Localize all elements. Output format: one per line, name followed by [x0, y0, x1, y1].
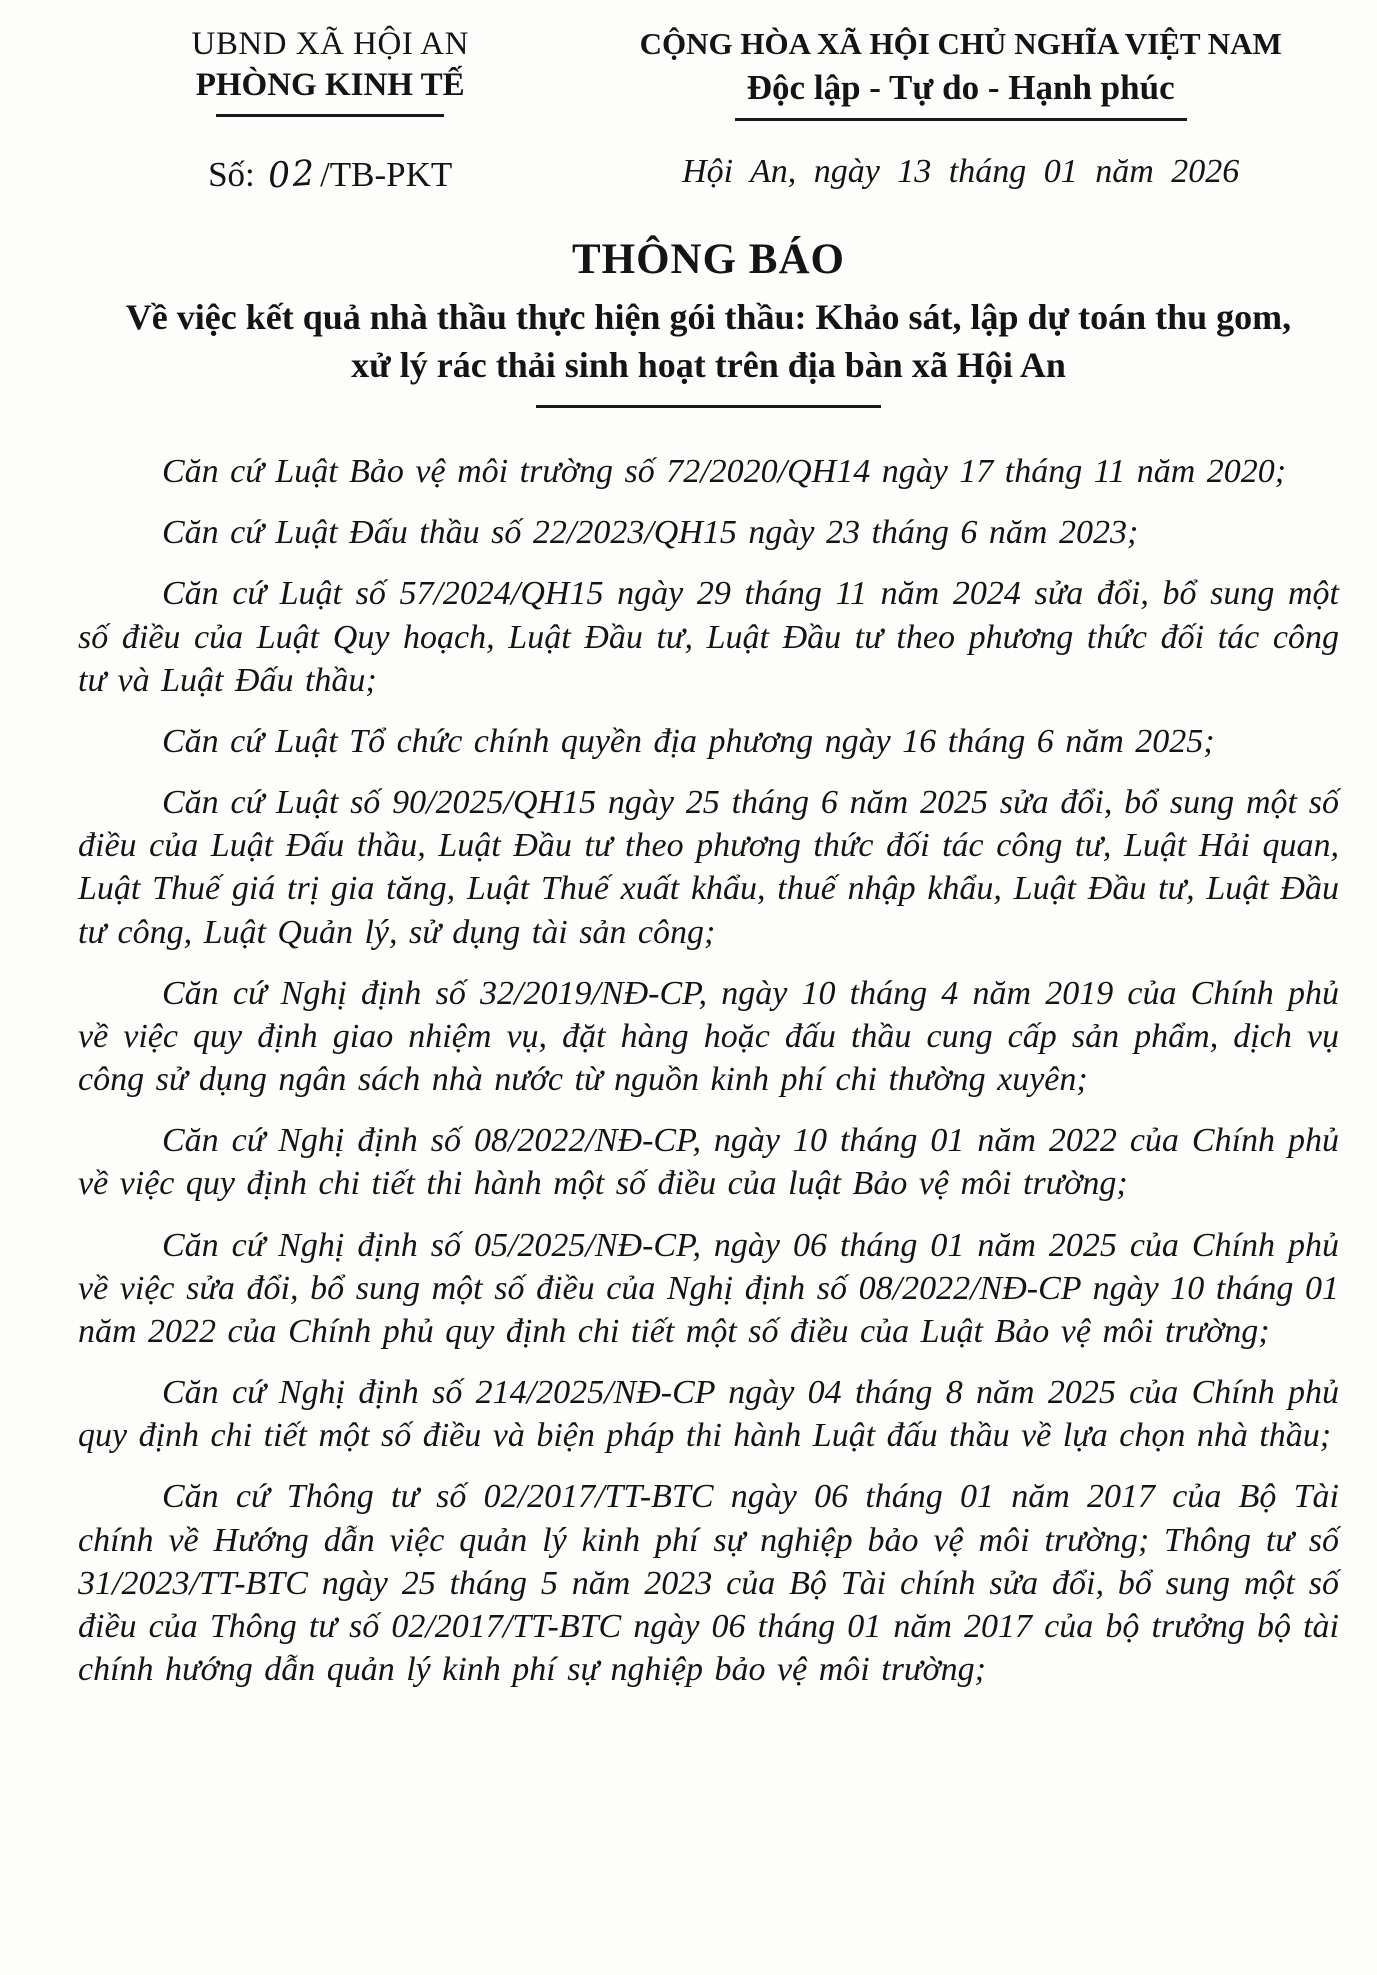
legal-basis-paragraph: Căn cứ Luật số 57/2024/QH15 ngày 29 tháng 11 năm 2024 sửa đổi, bổ sung một số điều của Luật Quy hoạch, Luật Đầu tư, Luật Đầu tư theo phương thức đối tác công tư và Luật Đấu thầu;: [78, 575, 1339, 699]
place-dateline: Hội An, ngày 13 tháng 01 năm 2026: [682, 153, 1240, 190]
notice-title: THÔNG BÁO: [571, 236, 845, 283]
national-motto: Độc lập - Tự do - Hạnh phúc: [746, 68, 1175, 107]
legal-basis-paragraph: Căn cứ Nghị định số 214/2025/NĐ-CP ngày 04 tháng 8 năm 2025 của Chính phủ quy định chi tiết một số điều và biện pháp thi hành Luật đấu thầu về lựa chọn nhà thầu;: [78, 1374, 1339, 1455]
legal-basis-paragraph: Căn cứ Thông tư số 02/2017/TT-BTC ngày 06 tháng 01 năm 2017 của Bộ Tài chính về Hướng dẫn việc quản lý kinh phí sự nghiệp bảo vệ môi trường; Thông tư số 31/2023/TT-BTC ngày 25 tháng 5 năm 2023 của Bộ Tài chính sửa đổi, bổ sung một số điều của Thông tư số 02/2017/TT-BTC ngày 06 tháng 01 năm 2017 của bộ trưởng bộ tài chính hướng dẫn quản lý kinh phí sự nghiệp bảo vệ môi trường;: [78, 1478, 1339, 1689]
national-title: CỘNG HÒA XÃ HỘI CHỦ NGHĨA VIỆT NAM: [639, 26, 1282, 61]
legal-basis-paragraph: Căn cứ Nghị định số 08/2022/NĐ-CP, ngày 10 tháng 01 năm 2022 của Chính phủ về việc quy định chi tiết thi hành một số điều của luật Bảo vệ môi trường;: [78, 1122, 1339, 1203]
subject-underline: [536, 405, 881, 408]
legal-basis-paragraph: Căn cứ Luật Tổ chức chính quyền địa phương ngày 16 tháng 6 năm 2025;: [162, 722, 1215, 760]
issuing-org-name: PHÒNG KINH TẾ: [195, 67, 465, 103]
document-number: [78, 155, 582, 195]
notice-subject-line1: Về việc kết quả nhà thầu thực hiện gói thầu: Khảo sát, lập dự toán thu gom,: [125, 297, 1292, 337]
document-header: [78, 26, 1339, 195]
legal-basis-paragraph: Căn cứ Nghị định số 32/2019/NĐ-CP, ngày 10 tháng 4 năm 2019 của Chính phủ về việc quy định giao nhiệm vụ, đặt hàng hoặc đấu thầu cung cấp sản phẩm, dịch vụ công sử dụng ngân sách nhà nước từ nguồn kinh phí chi thường xuyên;: [78, 974, 1339, 1099]
title-block: [78, 235, 1339, 408]
document-number-label: Số:: [208, 155, 255, 194]
notice-subject-line2: xử lý rác thải sinh hoạt trên địa bàn xã Hội An: [351, 344, 1066, 385]
national-header-block: [582, 26, 1339, 191]
motto-underline: [735, 118, 1187, 121]
notice-subject: [78, 294, 1339, 389]
legal-basis-section: [78, 450, 1339, 1691]
legal-basis-paragraph: Căn cứ Luật Đấu thầu số 22/2023/QH15 ngày 23 tháng 6 năm 2023;: [162, 514, 1139, 552]
legal-basis-paragraph: Căn cứ Luật Bảo vệ môi trường số 72/2020/QH14 ngày 17 tháng 11 năm 2020;: [162, 453, 1287, 491]
document-number-handwritten: 02: [266, 153, 318, 197]
document-number-suffix: /TB-PKT: [320, 155, 453, 194]
issuing-org-parent: UBND XÃ HỘI AN: [191, 26, 469, 62]
issuing-org-block: [78, 26, 582, 195]
org-underline: [216, 114, 444, 117]
legal-basis-paragraph: Căn cứ Nghị định số 05/2025/NĐ-CP, ngày 06 tháng 01 năm 2025 của Chính phủ về việc sửa đổi, bổ sung một số điều của Nghị định số 08/2022/NĐ-CP ngày 10 tháng 01 năm 2022 của Chính phủ quy định chi tiết một số điều của Luật Bảo vệ môi trường;: [78, 1226, 1339, 1350]
legal-basis-paragraph: Căn cứ Luật số 90/2025/QH15 ngày 25 tháng 6 năm 2025 sửa đổi, bổ sung một số điều của Luật Đấu thầu, Luật Đầu tư theo phương thức đối tác công tư, Luật Hải quan, Luật Thuế giá trị gia tăng, Luật Thuế xuất khẩu, thuế nhập khẩu, Luật Đầu tư, Luật Đầu tư công, Luật Quản lý, sử dụng tài sản công;: [78, 784, 1339, 951]
